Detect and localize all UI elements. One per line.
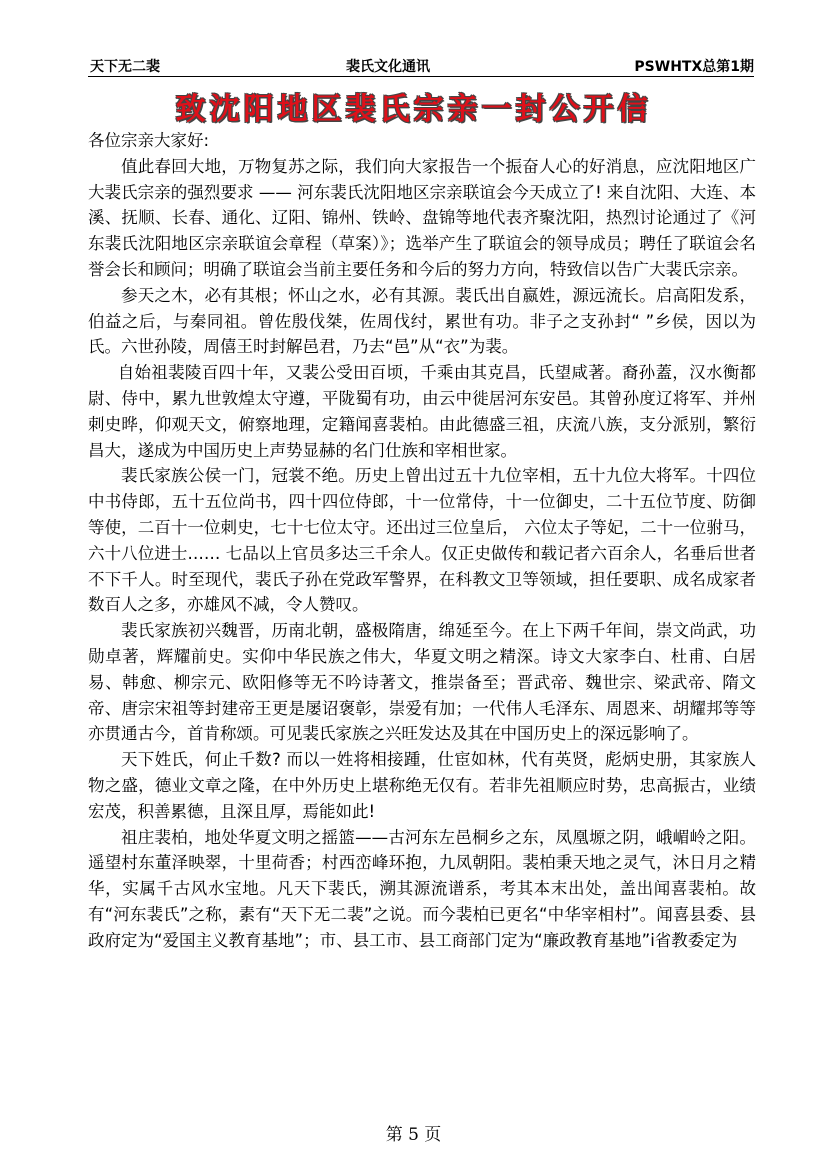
- salutation: 各位宗亲大家好:: [88, 131, 210, 150]
- header-rule: [88, 76, 754, 77]
- page-number: 第 5 页: [385, 1125, 442, 1145]
- paragraph: 裴氏家族公侯一门，冠裳不绝。历史上曾出过五十九位宰相，五十九位大将军。十四位中书侍郎，五十五位尚书，四十四位侍郎，十一位常侍，十一位御史，二十五位节度、防御等使，二百十一位刺史，七十七位太守。还出过三位皇后， 六位太子等妃，二十一位驸马，六十八位进士…… 七品以上官员多达三千余人。仅正史做传和载记者六百余人，名垂后世者不下千人。时至现代，裴氏子孙在党政军警界，在科教文卫等领域，担任要职、成名成家者数百人之多，亦雄风不减，令人赞叹。: [88, 466, 756, 615]
- paragraph: 参天之木，必有其根；怀山之水，必有其源。裴氏出自嬴姓，源远流长。启高阳发系，伯益之后，与秦同祖。曾佐殷伐桀，佐周伐纣，累世有功。非子之支孙封“ ”乡侯，因以为氏。六世孙陵，周僖王时封解邑君，乃去“邑”从“衣”为裴。: [88, 285, 756, 357]
- paragraph: 自始祖裴陵百四十年，又裴公受田百顷，千乘由其克昌，氏望咸著。裔孙蓋，汉水衡都尉、侍中，累九世敦煌太守遵，平陇蜀有功，由云中徙居河东安邑。其曾孙度辽将军、并州刺史晔，仰观天文，俯察地理，定籍闻喜裴柏。由此德盛三祖，庆流八族，支分派别，繁衍昌大，遂成为中国历史上声势显赫的名门仕族和宰相世家。: [88, 363, 756, 460]
- page-header: [88, 55, 754, 77]
- paragraph: 裴氏家族初兴魏晋，历南北朝，盛极隋唐，绵延至今。在上下两千年间，崇文尚武，功勋卓著，辉耀前史。实仰中华民族之伟大，华夏文明之精深。诗文大家李白、杜甫、白居易、韩愈、柳宗元、欧阳修等无不吟诗著文，推崇备至；晋武帝、魏世宗、梁武帝、隋文帝、唐宗宋祖等封建帝王更是屡诏褒彰，崇爱有加；一代伟人毛泽东、周恩来、胡耀邦等等亦贯通古今，首肯称颂。可见裴氏家族之兴旺发达及其在中国历史上的深远影响了。: [88, 621, 756, 744]
- page-title: 致沈阳地区裴氏宗亲一封公开信: [175, 92, 652, 127]
- paragraph: 值此春回大地，万物复苏之际，我们向大家报告一个振奋人心的好消息，应沈阳地区广大裴氏宗亲的强烈要求 —— 河东裴氏沈阳地区宗亲联谊会今天成立了! 来自沈阳、大连、本溪、抚顺、长春、通化、辽阳、锦州、铁岭、盘锦等地代表齐聚沈阳，热烈讨论通过了《河东裴氏沈阳地区宗亲联谊会章程（草案）》；选举产生了联谊会的领导成员；聘任了联谊会名誉会长和顾问；明确了联谊会当前主要任务和今后的努力方向，特致信以告广大裴氏宗亲。: [88, 156, 756, 279]
- header-right-text: PSWHTX总第1期: [634, 59, 754, 75]
- paragraph: 天下姓氏，何止千数? 而以一姓将相接踵，仕宦如林，代有英贤，彪炳史册，其家族人物之盛，德业文章之隆，在中外历史上堪称绝无仅有。若非先祖顺应时势，忠高振古，业绩宏茂，积善累德，且深且厚，焉能如此!: [88, 750, 756, 821]
- header-left-text: 天下无二裴: [90, 59, 160, 75]
- letter-body: [88, 128, 756, 954]
- paragraph: 祖庄裴柏，地处华夏文明之摇篮——古河东左邑桐乡之东，凤凰塬之阴，峨嵋岭之阳。遥望村东董泽映翠，十里荷香；村西峦峰环抱，九凤朝阳。裴柏秉天地之灵气，沐日月之精华，实属千古风水宝地。凡天下裴氏，溯其源流谱系，考其本末出处，盖出闻喜裴柏。故有“河东裴氏”之称，素有“天下无二裴”之说。而今裴柏已更名“中华宰相村”。闻喜县委、县政府定为“爱国主义教育基地”；市、县工市、县工商部门定为“廉政教育基地”i省教委定为: [88, 827, 756, 950]
- header-center-text: 裴氏文化通讯: [346, 59, 430, 75]
